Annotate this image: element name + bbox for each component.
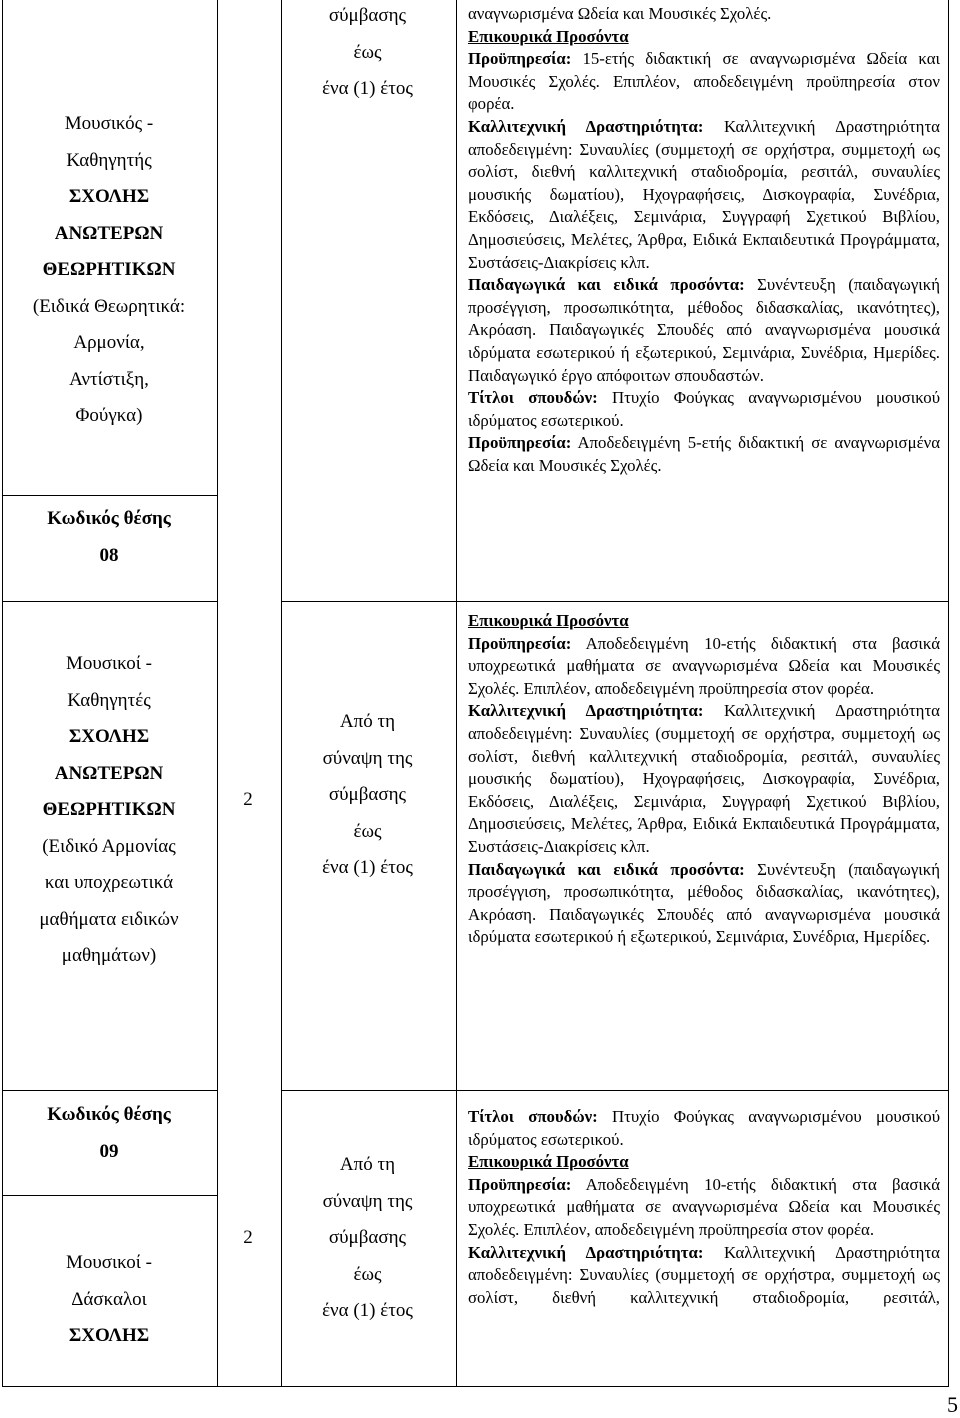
requirements-text: Τίτλοι σπουδών: Πτυχίο Φούγκας αναγνωρισμένου μουσικού ιδρύματος εσωτερικού. Επικουρικά Προσόντα Προϋπηρεσία: Αποδεδειγμένη 10-ετής διδακτική στα βασικά υποχρεωτικά μαθήματα σε αναγνωρισμένα Ωδεία και Μουσικές Σχολές. Επιπλέον, αποδεδειγμένη προϋπηρεσία στον φορέα. Καλλιτεχνική Δραστηριότητα: Καλλιτεχνική Δραστηριότητα αποδεδειγμένη: Συναυλίες (συμμετοχή σε ορχήστρα, συμμετοχή ως σολίστ, διεθνή καλλιτεχνική σταδιοδρομία, ρεσιτάλ, [468, 1107, 940, 1307]
page-number: 5 [947, 1392, 958, 1417]
row-divider [3, 1195, 217, 1196]
position-title: Μουσικοί - Καθηγητές ΣΧΟΛΗΣ ΑΝΩΤΕΡΩΝ ΘΕΩΡΗΤΙΚΩΝ (Ειδικό Αρμονίας και υποχρεωτικά μαθήματα ειδικών μαθημάτων) [39, 653, 179, 966]
requirements-text: αναγνωρισμένα Ωδεία και Μουσικές Σχολές. Επικουρικά Προσόντα Προϋπηρεσία: 15-ετής διδακτική σε αναγνωρισμένα Ωδεία και Μουσικές Σχολές. Επιπλέον, αποδεδειγμένη προϋπηρεσία στον φορέα. Καλλιτεχνική Δραστηριότητα: Καλλιτεχνική Δραστηριότητα αποδεδειγμένη: Συναυλίες (συμμετοχή σε ορχήστρα, συμμετοχή ως σολίστ, διεθνή καλλιτεχνική σταδιοδρομία, ρεσιτάλ, συναυλίες μουσικής δωματίου), Ηχογραφήσεις, Δισκογραφία, Συνέδρια, Εκδόσεις, Διαλέξεις, Σεμινάρια, Συγγραφή Σχετικού Βιβλίου, Δημοσιεύσεις, Μελέτες, Άρθρα, Ειδικά Εκπαιδευτικά Προγράμματα, Συστάσεις-Διακρίσεις κλπ. Παιδαγωγικά και ειδικά προσόντα: Συνέντευξη (παιδαγωγική προσέγγιση, προσωπικότητα, μέθοδος διδασκαλίας, ικανότητες), Ακρόαση. Παιδαγωγικές Σπουδές από αναγνωρισμένα μουσικά ιδρύματα εσωτερικού ή εξωτερικού, Σεμινάρια, Συνέδρια, Ημερίδες. Παιδαγωγικό έργο απόφοιτων σπουδαστών. Τίτλοι σπουδών: Πτυχίο Φούγκας αναγνωρισμένου μουσικού ιδρύματος εσωτερικού. Προϋπηρεσία: Αποδεδειγμένη 5-ετής διδακτική σε αναγνωρισμένα Ωδεία και Μουσικές Σχολές. [468, 4, 940, 475]
position-code: Κωδικός θέσης 09 [47, 1104, 171, 1162]
positions-count: 2 [243, 1227, 253, 1248]
row-divider [3, 601, 217, 602]
col-divider [456, 0, 457, 1386]
position-title: Μουσικοί - Δάσκαλοι ΣΧΟΛΗΣ [65, 1252, 152, 1346]
row-divider [281, 601, 948, 602]
position-title: Μουσικός - Καθηγητής ΣΧΟΛΗΣ ΑΝΩΤΕΡΩΝ ΘΕΩΡΗΤΙΚΩΝ (Ειδικά Θεωρητικά: Αρμονία, Αντίστιξη, Φούγκα) [32, 113, 186, 426]
contract-duration: Από τη σύναψη της σύμβασης έως ένα (1) έτος [322, 711, 413, 878]
row-divider [281, 1090, 948, 1091]
row-divider [3, 1090, 217, 1091]
position-code: Κωδικός θέσης 08 [47, 508, 171, 566]
row-divider [3, 495, 217, 496]
requirements-text: Επικουρικά Προσόντα Προϋπηρεσία: Αποδεδειγμένη 10-ετής διδακτική στα βασικά υποχρεωτικά μαθήματα σε αναγνωρισμένα Ωδεία και Μουσικές Σχολές. Επιπλέον, αποδεδειγμένη προϋπηρεσία στον φορέα. Καλλιτεχνική Δραστηριότητα: Καλλιτεχνική Δραστηριότητα αποδεδειγμένη: Συναυλίες (συμμετοχή σε ορχήστρα, συμμετοχή ως σολίστ, διεθνή καλλιτεχνική σταδιοδρομία, ρεσιτάλ, συναυλίες μουσικής δωματίου), Ηχογραφήσεις, Δισκογραφία, Συνέδρια, Εκδόσεις, Διαλέξεις, Σεμινάρια, Συγγραφή Σχετικού Βιβλίου, Δημοσιεύσεις, Μελέτες, Άρθρα, Ειδικά Εκπαιδευτικά Προγράμματα, Συστάσεις-Διακρίσεις κλπ. Παιδαγωγικά και ειδικά προσόντα: Συνέντευξη (παιδαγωγική προσέγγιση, προσωπικότητα, μέθοδος διδασκαλίας, ικανότητες), Ακρόαση. Παιδαγωγικές Σπουδές από αναγνωρισμένα μουσικά ιδρύματα εσωτερικού ή εξωτερικού, Σεμινάρια, Συνέδρια, Ημερίδες. [468, 611, 940, 947]
positions-count: 2 [243, 789, 253, 810]
contract-duration: σύμβασης έως ένα (1) έτος [322, 5, 413, 99]
contract-duration: Από τη σύναψη της σύμβασης έως ένα (1) έτος [322, 1154, 413, 1321]
col-divider [217, 0, 218, 1386]
